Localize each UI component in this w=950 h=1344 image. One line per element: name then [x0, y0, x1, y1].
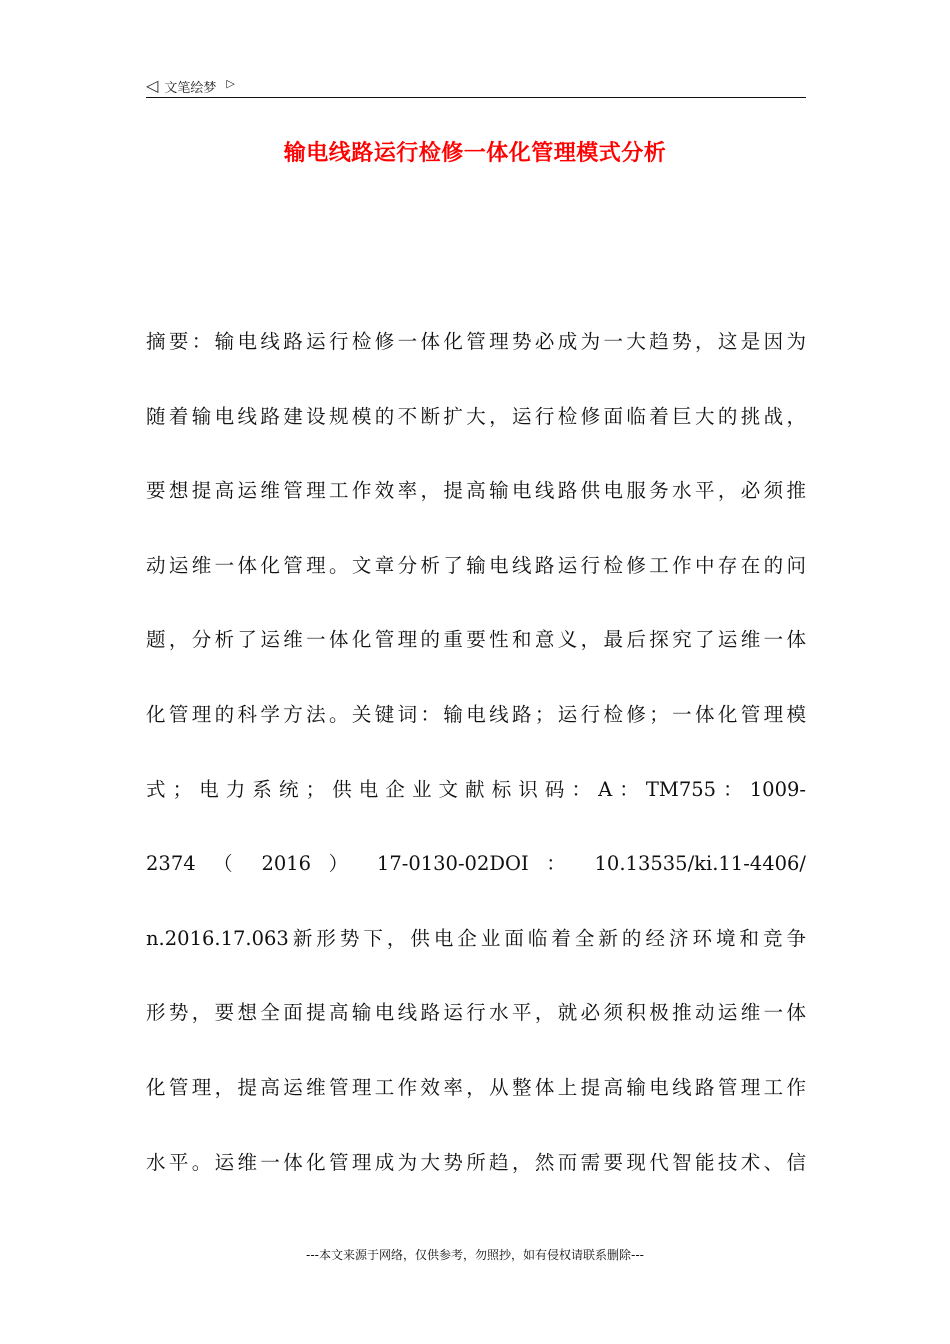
body-line: 题，分析了运维一体化管理的重要性和意义，最后探究了运维一体 — [146, 628, 806, 652]
body-line: 形势，要想全面提高输电线路运行水平，就必须积极推动运维一体 — [146, 1001, 806, 1025]
body-line: 化管理，提高运维管理工作效率，从整体上提高输电线路管理工作 — [146, 1075, 806, 1099]
triangle-right-icon: ▷ — [226, 76, 235, 90]
body-line: 动运维一体化管理。文章分析了输电线路运行检修工作中存在的问 — [146, 553, 806, 577]
footer-disclaimer: ---本文来源于网络，仅供参考，勿照抄，如有侵权请联系删除--- — [306, 1248, 644, 1262]
body-line: 式；电力系统；供电企业文献标识码：A：TM755：1009- — [146, 777, 806, 801]
body-line: 水平。运维一体化管理成为大势所趋，然而需要现代智能技术、信 — [146, 1150, 806, 1174]
brand-name: 文笔绘梦 — [164, 80, 217, 96]
body-line: 摘要：输电线路运行检修一体化管理势必成为一大趋势，这是因为 — [146, 330, 806, 353]
body-line: 化管理的科学方法。关键词：输电线路；运行检修；一体化管理模 — [146, 702, 806, 726]
header-divider — [146, 97, 806, 98]
triangle-left-icon: ◁ — [146, 76, 159, 95]
document-title: 输电线路运行检修一体化管理模式分析 — [283, 141, 667, 166]
body-text — [146, 318, 806, 1213]
page-header — [146, 74, 806, 98]
body-line: 要想提高运维管理工作效率，提高输电线路供电服务水平，必须推 — [146, 479, 806, 503]
body-line: 随着输电线路建设规模的不断扩大，运行检修面临着巨大的挑战， — [146, 404, 806, 428]
body-line: 2374 （ 2016 ） 17-0130-02DOI ： 10.13535/ki.11-4406/ — [146, 852, 806, 876]
body-line: n.2016.17.063新形势下，供电企业面临着全新的经济环境和竞争 — [146, 926, 806, 950]
